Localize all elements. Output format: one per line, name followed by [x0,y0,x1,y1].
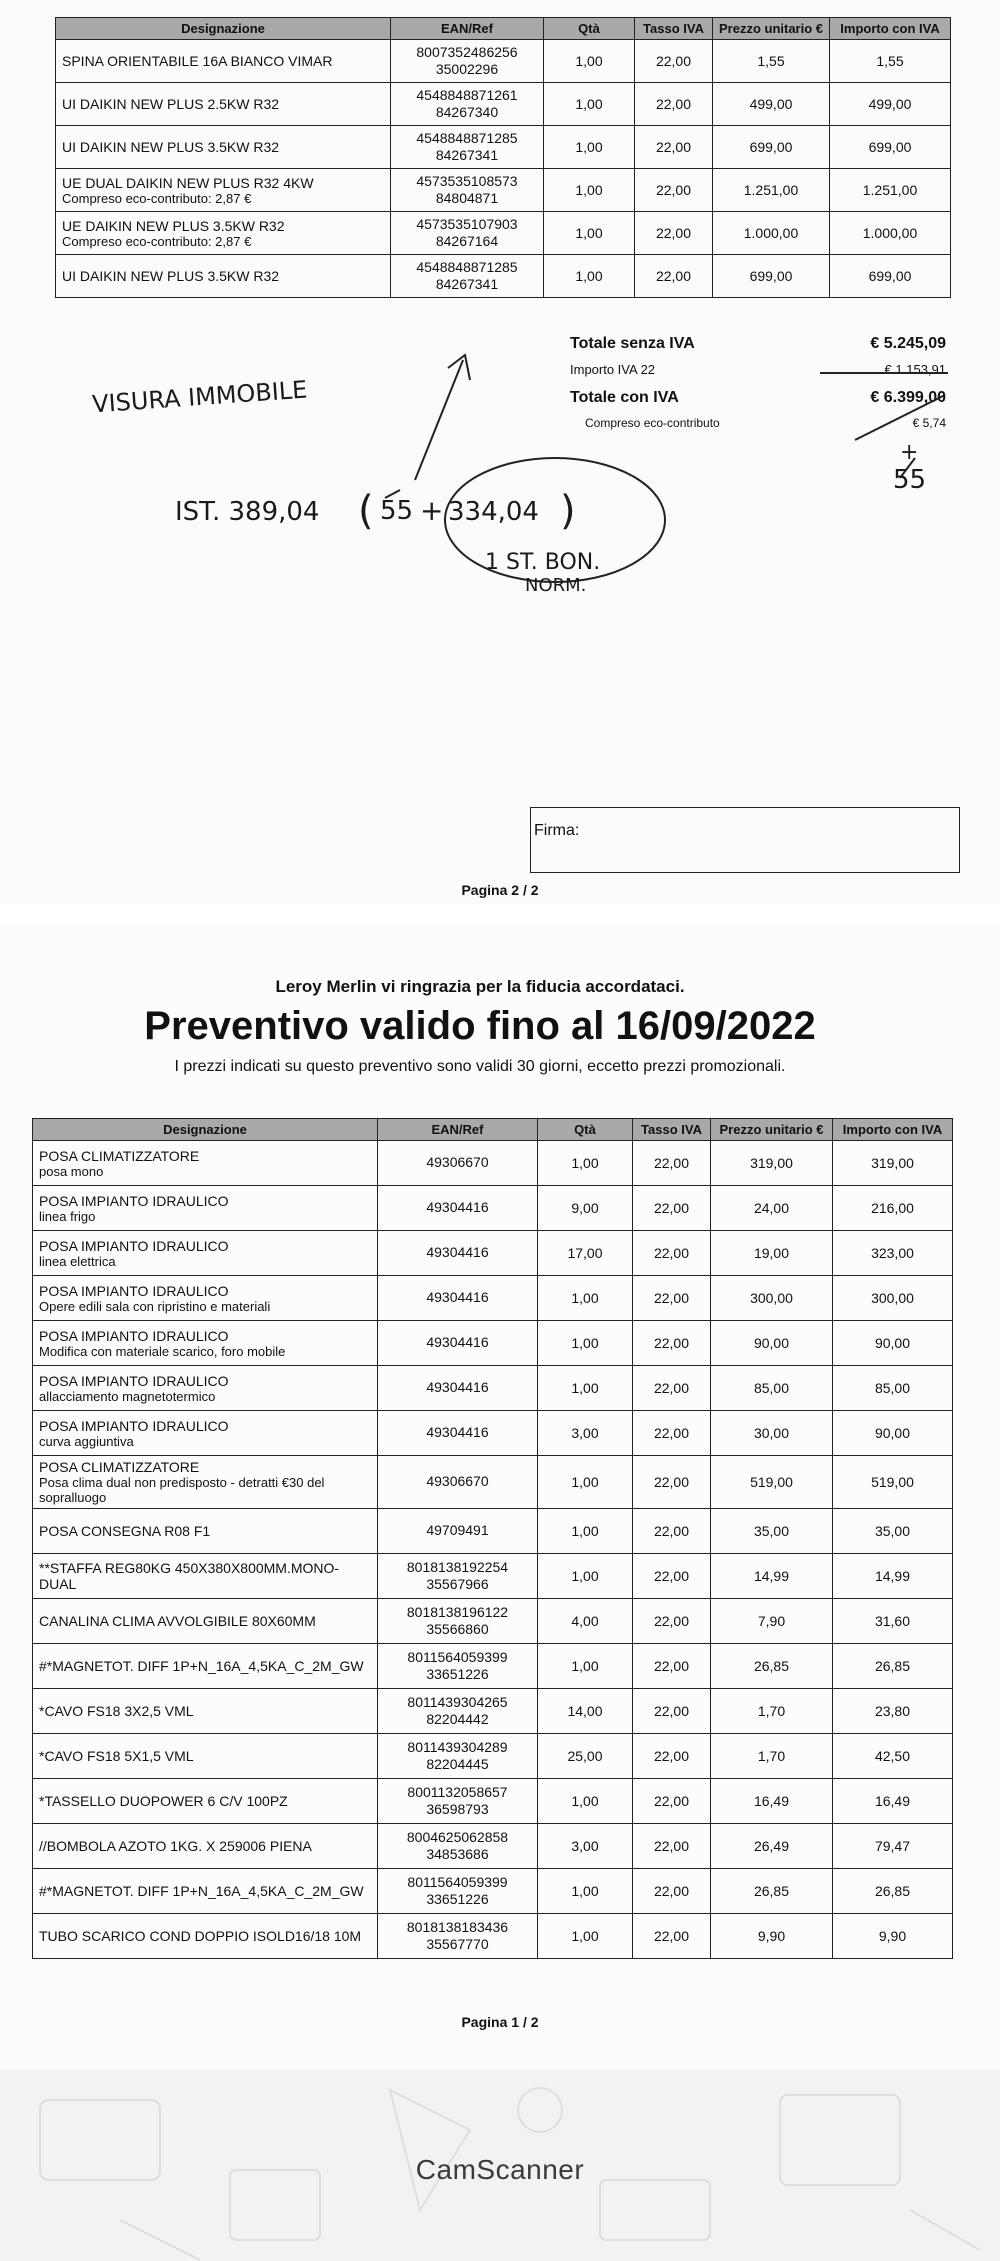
table-row [33,1869,953,1914]
cell-unit-price: 14,99 [711,1554,833,1599]
cell-vat-rate: 22,00 [633,1321,711,1366]
camscanner-watermark: CamScanner [415,2154,585,2185]
validity-subtitle: I prezzi indicati su questo preventivo sono validi 30 giorni, eccetto prezzi promozionali. [174,1058,786,1075]
item-ean: 49304416 [426,1289,489,1306]
item-ean: 49306670 [426,1154,489,1171]
cell-ean-ref [378,1186,538,1231]
cell-unit-price: 30,00 [711,1411,833,1456]
cell-unit-price: 300,00 [711,1276,833,1321]
cell-vat-rate: 22,00 [635,255,713,298]
cell-vat-rate: 22,00 [633,1411,711,1456]
cell-ean-ref [378,1276,538,1321]
item-ref: 82204445 [426,1756,489,1772]
cell-amount: 35,00 [833,1509,953,1554]
cell-designation [33,1276,378,1321]
cell-designation [33,1779,378,1824]
cell-vat-rate: 22,00 [633,1779,711,1824]
item-description: **STAFFA REG80KG 450X380X800MM.MONO-DUAL [39,1560,340,1592]
cell-quantity: 1,00 [538,1366,633,1411]
table-row [33,1366,953,1411]
cell-amount: 519,00 [833,1456,953,1509]
handwritten-ist-note: IST. 389,04 [175,497,320,527]
cell-ean-ref [378,1509,538,1554]
cell-quantity: 3,00 [538,1824,633,1869]
cell-designation [33,1869,378,1914]
cell-vat-rate: 22,00 [633,1644,711,1689]
cell-ean-ref [378,1231,538,1276]
column-header: Prezzo unitario € [713,18,830,40]
cell-designation [33,1554,378,1599]
cell-unit-price: 699,00 [713,255,830,298]
column-header: EAN/Ref [378,1119,538,1141]
item-ean: 8018138196122 [406,1603,509,1620]
handwritten-paren-open: ( [358,488,374,534]
item-description: CANALINA CLIMA AVVOLGIBILE 80X60MM [39,1613,316,1629]
cell-designation [33,1411,378,1456]
vat-amount-value: € 1.153,91 [884,362,946,377]
cell-unit-price: 35,00 [711,1509,833,1554]
cell-quantity: 1,00 [538,1644,633,1689]
cell-unit-price: 1.251,00 [713,169,830,212]
cell-ean-ref [378,1141,538,1186]
cell-unit-price: 1,70 [711,1734,833,1779]
item-ref: 84267340 [435,104,499,120]
item-description: POSA IMPIANTO IDRAULICO [39,1192,229,1209]
item-ean: 8011564059399 [407,1873,508,1890]
cell-vat-rate: 22,00 [635,212,713,255]
item-subdescription: Modifica con materiale scarico, foro mobile [39,1343,286,1359]
cell-designation [33,1231,378,1276]
cell-unit-price: 26,85 [711,1644,833,1689]
cell-vat-rate: 22,00 [633,1824,711,1869]
column-header: Prezzo unitario € [711,1119,833,1141]
column-header: Importo con IVA [830,18,951,40]
vat-amount-label: Importo IVA 22 [570,362,656,377]
cell-unit-price: 26,85 [711,1869,833,1914]
table-row [33,1824,953,1869]
cell-designation [33,1456,378,1509]
cell-vat-rate: 22,00 [633,1366,711,1411]
item-ref: 84267164 [435,233,499,249]
item-description: POSA CLIMATIZZATORE [39,1459,200,1475]
cell-ean-ref [378,1734,538,1779]
cell-unit-price: 19,00 [711,1231,833,1276]
cell-unit-price: 699,00 [713,126,830,169]
cell-vat-rate: 22,00 [635,40,713,83]
total-with-vat-label: Totale con IVA [570,389,679,406]
item-description: POSA IMPIANTO IDRAULICO [39,1282,229,1299]
page-number-2: Pagina 2 / 2 [461,882,539,898]
cell-ean-ref [378,1456,538,1509]
item-ref: 34853686 [426,1846,489,1862]
signature-box [530,807,960,873]
cell-unit-price: 319,00 [711,1141,833,1186]
cell-designation [33,1509,378,1554]
handwritten-55-right: 55 [893,465,927,495]
item-subdescription: Compreso eco-contributo: 2,87 € [62,190,252,206]
handwritten-334-note: 334,04 [448,497,539,527]
cell-vat-rate: 22,00 [633,1231,711,1276]
cell-unit-price: 90,00 [711,1321,833,1366]
cell-quantity: 1,00 [538,1779,633,1824]
table-row [33,1321,953,1366]
total-with-vat-value: € 6.399,00 [870,389,946,406]
item-ean: 8018138192254 [406,1558,509,1575]
item-description: //BOMBOLA AZOTO 1KG. X 259006 PIENA [39,1838,312,1854]
cell-designation [33,1914,378,1959]
table-row [33,1689,953,1734]
cell-amount: 14,99 [833,1554,953,1599]
item-ean: 49709491 [426,1522,489,1539]
cell-unit-price: 7,90 [711,1599,833,1644]
cell-quantity: 1,00 [538,1554,633,1599]
cell-designation [33,1366,378,1411]
table-row [33,1644,953,1689]
eco-contribution-value: € 5,74 [912,416,946,430]
item-ean: 8011439304289 [407,1738,508,1755]
item-ean: 49306670 [426,1473,489,1490]
cell-ean-ref [378,1321,538,1366]
cell-vat-rate: 22,00 [635,126,713,169]
cell-quantity: 1,00 [538,1276,633,1321]
handwritten-plus: + [420,494,444,527]
item-ean: 49304416 [426,1379,489,1396]
cell-quantity: 14,00 [538,1689,633,1734]
page-number-1: Pagina 1 / 2 [461,2014,539,2030]
table-row [33,1231,953,1276]
cell-amount: 699,00 [830,255,951,298]
cell-ean-ref [378,1554,538,1599]
cell-ean-ref [378,1411,538,1456]
item-description: POSA IMPIANTO IDRAULICO [39,1372,229,1389]
cell-vat-rate: 22,00 [633,1914,711,1959]
cell-quantity: 1,00 [544,255,635,298]
table-row [33,1914,953,1959]
cell-unit-price: 1,70 [711,1689,833,1734]
item-ref: 84267341 [435,276,499,292]
handwritten-paren-close: ) [560,488,576,534]
item-ean: 49304416 [426,1244,489,1261]
item-subdescription: linea elettrica [39,1253,116,1269]
cell-vat-rate: 22,00 [633,1141,711,1186]
item-ref: 82204442 [426,1711,489,1727]
handwritten-plus-right: + [900,440,919,465]
cell-vat-rate: 22,00 [633,1186,711,1231]
cell-amount: 319,00 [833,1141,953,1186]
cell-amount: 1.000,00 [830,212,951,255]
cell-amount: 23,80 [833,1689,953,1734]
column-header: Tasso IVA [635,18,713,40]
cell-amount: 85,00 [833,1366,953,1411]
item-subdescription: linea frigo [39,1208,96,1224]
cell-vat-rate: 22,00 [633,1509,711,1554]
cell-designation [33,1734,378,1779]
cell-amount: 26,85 [833,1644,953,1689]
cell-ean-ref [378,1366,538,1411]
cell-amount: 90,00 [833,1321,953,1366]
item-subdescription: allacciamento magnetotermico [39,1388,216,1404]
cell-amount: 1,55 [830,40,951,83]
cell-designation [33,1599,378,1644]
cell-amount: 9,90 [833,1914,953,1959]
item-ean: 8007352486256 [416,43,518,60]
column-header: Tasso IVA [633,1119,711,1141]
cell-designation [33,1186,378,1231]
cell-amount: 90,00 [833,1411,953,1456]
item-description: TUBO SCARICO COND DOPPIO ISOLD16/18 10M [39,1928,362,1944]
cell-vat-rate: 22,00 [635,83,713,126]
cell-ean-ref [378,1779,538,1824]
cell-unit-price: 1,55 [713,40,830,83]
table-row [33,1141,953,1186]
items-table-page-1 [32,1118,953,1959]
item-ref: 35567966 [426,1576,489,1592]
item-description: POSA IMPIANTO IDRAULICO [39,1327,229,1344]
column-header: Designazione [56,18,391,40]
item-ean: 8018138183436 [406,1918,509,1935]
column-header: Qtà [538,1119,633,1141]
item-ean: 8011564059399 [407,1648,508,1665]
cell-quantity: 1,00 [538,1321,633,1366]
handwritten-strokes [0,0,1000,905]
thanks-message: Leroy Merlin vi ringrazia per la fiducia accordataci. [275,977,685,996]
table-header-row [33,1119,953,1141]
cell-amount: 31,60 [833,1599,953,1644]
table-row [33,1734,953,1779]
table-row [33,1276,953,1321]
item-ean: 4548848871285 [416,129,518,146]
cell-quantity: 1,00 [544,169,635,212]
validity-title: Preventivo valido fino al 16/09/2022 [144,1004,816,1048]
item-ean: 4573535107903 [416,215,518,232]
cell-unit-price: 499,00 [713,83,830,126]
item-subdescription: Posa clima dual non predisposto - detratti €30 del sopralluogo [39,1475,325,1505]
cell-amount: 42,50 [833,1734,953,1779]
item-ref: 84267341 [435,147,499,163]
cell-vat-rate: 22,00 [633,1599,711,1644]
cell-vat-rate: 22,00 [633,1554,711,1599]
cell-quantity: 1,00 [544,83,635,126]
column-header: Qtà [544,18,635,40]
cell-designation [33,1824,378,1869]
column-header: Designazione [33,1119,378,1141]
cell-amount: 323,00 [833,1231,953,1276]
table-row [33,1509,953,1554]
item-description: SPINA ORIENTABILE 16A BIANCO VIMAR [62,53,333,69]
item-ean: 4548848871285 [416,258,518,275]
item-ref: 84804871 [435,190,499,206]
cell-unit-price: 9,90 [711,1914,833,1959]
item-subdescription: Compreso eco-contributo: 2,87 € [62,233,252,249]
item-ref: 33651226 [426,1891,489,1907]
cell-designation [33,1141,378,1186]
item-ean: 8001132058657 [407,1783,508,1800]
item-ean: 4548848871261 [416,86,518,103]
item-description: *TASSELLO DUOPOWER 6 C/V 100PZ [39,1793,288,1809]
item-ref: 35566860 [426,1621,489,1637]
item-ean: 8004625062858 [406,1828,509,1845]
cell-ean-ref [378,1914,538,1959]
item-description: UE DUAL DAIKIN NEW PLUS R32 4KW [62,174,314,191]
item-description: *CAVO FS18 3X2,5 VML [39,1703,194,1719]
item-ean: 8011439304265 [407,1693,508,1710]
cell-unit-price: 519,00 [711,1456,833,1509]
cell-amount: 300,00 [833,1276,953,1321]
signature-label: Firma: [534,822,580,839]
cell-designation [33,1689,378,1734]
cell-designation [33,1321,378,1366]
total-without-vat-label: Totale senza IVA [570,335,695,352]
table-row [33,1554,953,1599]
cell-vat-rate: 22,00 [633,1276,711,1321]
cell-quantity: 25,00 [538,1734,633,1779]
cell-designation [33,1644,378,1689]
handwritten-norm-note: NORM. [525,575,587,596]
table-row [33,1456,953,1509]
column-header: Importo con IVA [833,1119,953,1141]
cell-quantity: 3,00 [538,1411,633,1456]
cell-vat-rate: 22,00 [633,1734,711,1779]
cell-unit-price: 24,00 [711,1186,833,1231]
cell-quantity: 1,00 [544,126,635,169]
item-ref: 35567770 [426,1936,489,1952]
cell-ean-ref [378,1644,538,1689]
item-description: UI DAIKIN NEW PLUS 3.5KW R32 [62,268,280,284]
cell-amount: 216,00 [833,1186,953,1231]
cell-amount: 1.251,00 [830,169,951,212]
table-row [33,1186,953,1231]
cell-ean-ref [378,1689,538,1734]
cell-amount: 699,00 [830,126,951,169]
item-description: POSA IMPIANTO IDRAULICO [39,1237,229,1254]
cell-ean-ref [378,1869,538,1914]
cell-unit-price: 1.000,00 [713,212,830,255]
table-row [33,1779,953,1824]
total-without-vat-value: € 5.245,09 [870,335,946,352]
cell-quantity: 1,00 [538,1869,633,1914]
item-description: UI DAIKIN NEW PLUS 3.5KW R32 [62,139,280,155]
item-description: UI DAIKIN NEW PLUS 2.5KW R32 [62,96,280,112]
cell-amount: 26,85 [833,1869,953,1914]
item-ean: 49304416 [426,1199,489,1216]
cell-quantity: 17,00 [538,1231,633,1276]
cell-amount: 499,00 [830,83,951,126]
cell-unit-price: 16,49 [711,1779,833,1824]
cell-amount: 79,47 [833,1824,953,1869]
cell-vat-rate: 22,00 [633,1689,711,1734]
cell-quantity: 1,00 [544,212,635,255]
item-subdescription: Opere edili sala con ripristino e materiali [39,1298,271,1314]
item-ref: 35002296 [435,61,499,77]
cell-quantity: 1,00 [538,1141,633,1186]
cell-quantity: 1,00 [538,1509,633,1554]
item-ean: 4573535108573 [416,172,518,189]
item-ean: 49304416 [426,1424,489,1441]
cell-quantity: 4,00 [538,1599,633,1644]
cell-quantity: 1,00 [538,1456,633,1509]
item-subdescription: posa mono [39,1163,104,1179]
column-header: EAN/Ref [391,18,544,40]
item-description: POSA IMPIANTO IDRAULICO [39,1417,229,1434]
item-description: #*MAGNETOT. DIFF 1P+N_16A_4,5KA_C_2M_GW [39,1658,364,1674]
item-description: POSA CONSEGNA R08 F1 [39,1523,211,1539]
item-description: POSA CLIMATIZZATORE [39,1147,200,1164]
handwritten-bonus-note: 1 ST. BON. [485,550,601,575]
cell-ean-ref [378,1824,538,1869]
item-description: #*MAGNETOT. DIFF 1P+N_16A_4,5KA_C_2M_GW [39,1883,364,1899]
cell-quantity: 1,00 [544,40,635,83]
cell-quantity: 9,00 [538,1186,633,1231]
document-page-2 [0,0,1000,905]
cell-vat-rate: 22,00 [635,169,713,212]
table-row [33,1599,953,1644]
cell-amount: 16,49 [833,1779,953,1824]
cell-vat-rate: 22,00 [633,1456,711,1509]
item-description: UE DAIKIN NEW PLUS 3.5KW R32 [62,217,285,234]
cell-unit-price: 26,49 [711,1824,833,1869]
item-ref: 33651226 [426,1666,489,1682]
item-ean: 49304416 [426,1334,489,1351]
cell-vat-rate: 22,00 [633,1869,711,1914]
handwritten-55-struck: 55 [380,496,414,526]
cell-unit-price: 85,00 [711,1366,833,1411]
item-description: *CAVO FS18 5X1,5 VML [39,1748,194,1764]
scanner-footer [0,2070,1000,2261]
table-row [33,1411,953,1456]
item-ref: 36598793 [426,1801,489,1817]
eco-contribution-label: Compreso eco-contributo [585,416,720,430]
item-subdescription: curva aggiuntiva [39,1433,134,1449]
handwritten-visura-note: VISURA IMMOBILE [91,375,309,419]
cell-quantity: 1,00 [538,1914,633,1959]
cell-ean-ref [378,1599,538,1644]
